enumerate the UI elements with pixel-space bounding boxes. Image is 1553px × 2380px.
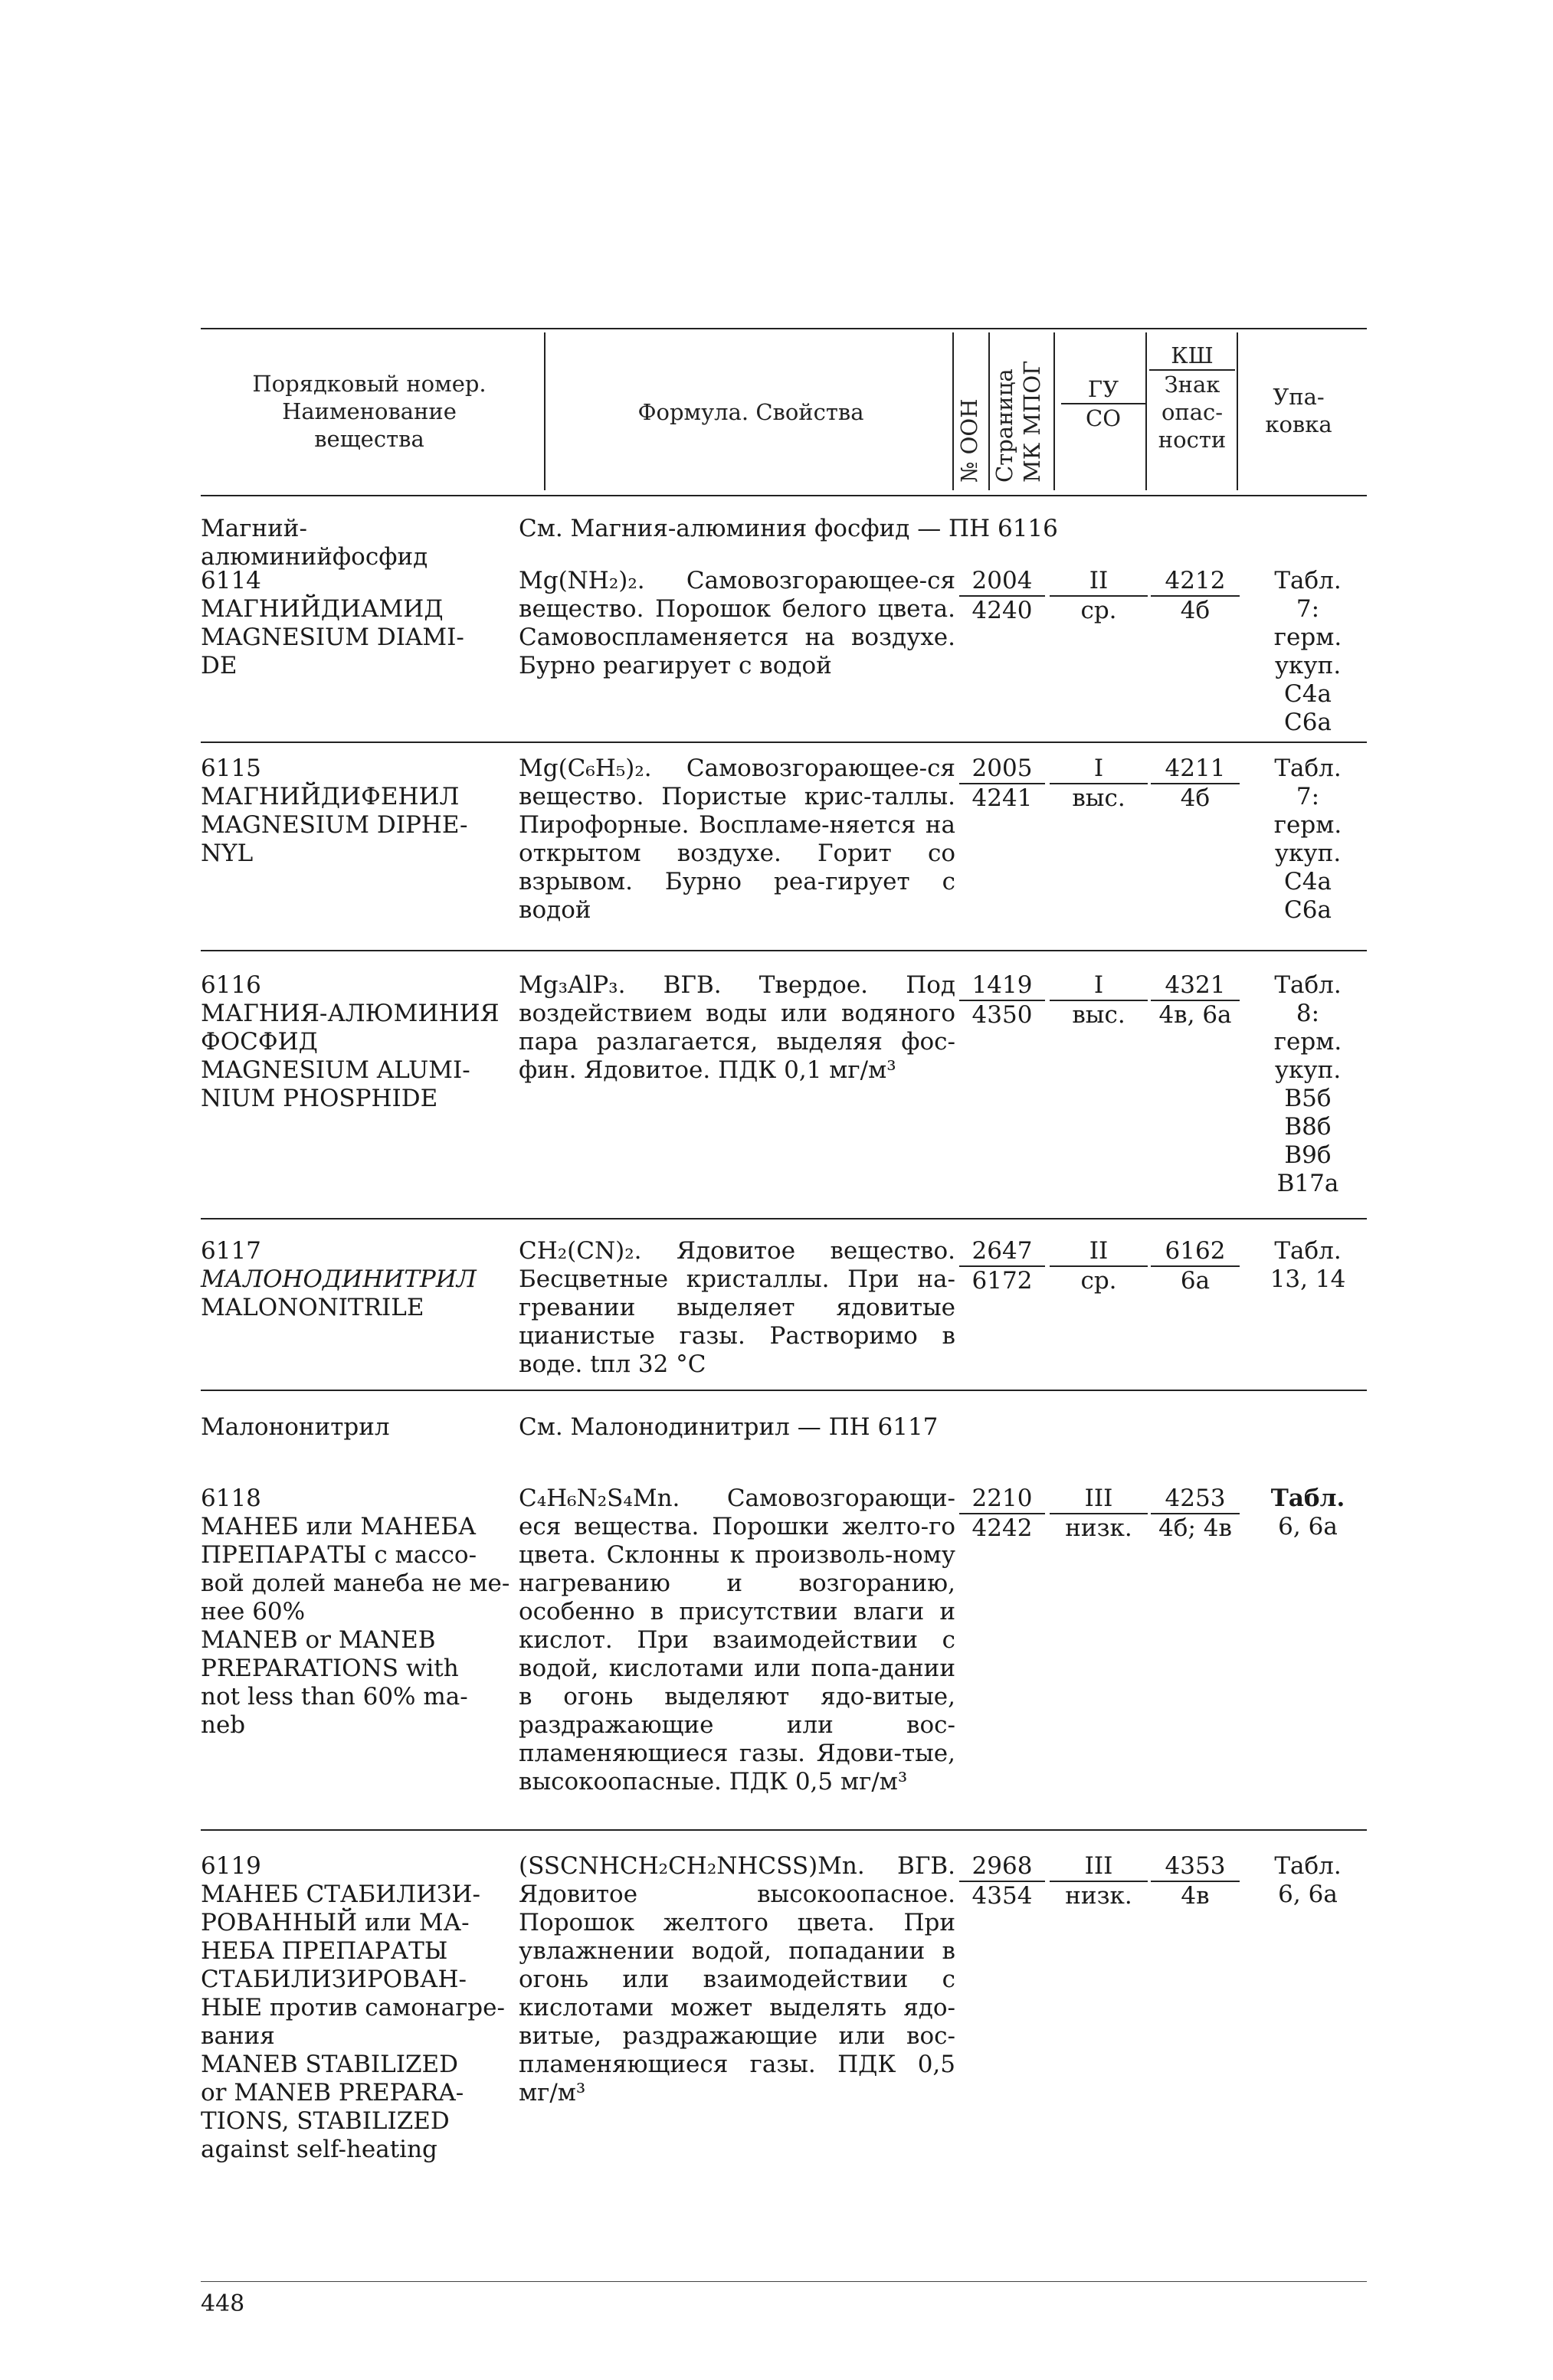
header-col-pack — [1241, 383, 1356, 438]
ksh-value: 4212 — [1151, 567, 1240, 597]
header-props-label: Формула. Свойства — [637, 399, 864, 425]
substance-properties: Mg(C₆H₅)₂. Самовозгорающее-ся вещество. Пористые крис-таллы. Пирофорные. Воспламе-няется на открытом воздухе. Горит со взрывом. Бурно реа-гирует с водой — [519, 755, 955, 924]
so-value: выс. — [1072, 784, 1125, 812]
header-top-rule — [201, 328, 1367, 329]
header-name-line: Наименование — [282, 398, 457, 424]
un-number-value: 2005 — [959, 755, 1045, 784]
packaging — [1252, 1485, 1364, 1541]
table-row — [201, 1237, 1367, 1378]
header-col-ksh — [1149, 342, 1235, 453]
name-line: NYL — [201, 840, 254, 867]
pack-line: В9б — [1284, 1141, 1332, 1169]
un-number — [959, 1852, 1045, 1910]
header-divider — [952, 332, 954, 490]
gu-value: I — [1050, 971, 1148, 1001]
name-line: МАГНИЙДИАМИД — [201, 595, 444, 623]
un-number-value: 2210 — [959, 1485, 1045, 1514]
substance-properties: CH₂(CN)₂. Ядовитое вещество. Бесцветные кристаллы. При на-гревании выделяет ядовитые цианистые газы. Растворимо в воде. tпл 32 °С — [519, 1237, 955, 1378]
header-divider — [1237, 332, 1238, 490]
header-col-name — [201, 370, 538, 453]
name-line: ПРЕПАРАТЫ с массо- — [201, 1541, 477, 1569]
so-value: выс. — [1072, 1001, 1125, 1029]
ksh-value: 4321 — [1151, 971, 1240, 1001]
row-separator — [201, 1218, 1367, 1219]
page-number-value: 4350 — [971, 1001, 1033, 1029]
packing-group — [1050, 1237, 1148, 1295]
hazard-code — [1151, 1485, 1240, 1543]
name-line: МАНЕБ или МАНЕБА — [201, 1513, 477, 1540]
pack-line: Табл. — [1274, 1852, 1342, 1880]
un-number — [959, 1237, 1045, 1295]
header-col-page-1: Страница — [991, 368, 1017, 483]
row-separator — [201, 1390, 1367, 1391]
name-line: РОВАННЫЙ или МА- — [201, 1909, 470, 1936]
name-line: 6115 — [201, 755, 261, 782]
page-number-value: 6172 — [971, 1267, 1033, 1295]
name-line: or MANEB PREPARA- — [201, 2079, 464, 2107]
ksh-value: 6162 — [1151, 1237, 1240, 1267]
pack-line: герм. — [1273, 624, 1342, 651]
gu-value: III — [1050, 1485, 1148, 1514]
ksh-value: 4353 — [1151, 1852, 1240, 1882]
header-znak-line: ности — [1158, 427, 1227, 453]
danger-sign-value: 4б — [1180, 597, 1211, 624]
hazard-code — [1151, 1237, 1240, 1295]
un-number-value: 1419 — [959, 971, 1045, 1001]
pack-line: Табл. — [1270, 1485, 1345, 1512]
ksh-value: 4253 — [1151, 1485, 1240, 1514]
name-line: вания — [201, 2022, 275, 2050]
so-value: ср. — [1080, 1267, 1117, 1295]
pack-line: С6а — [1284, 896, 1332, 924]
name-line: 6119 — [201, 1852, 261, 1880]
substance-properties: Mg₃AlP₃. ВГВ. Твердое. Под воздействием воды или водяного пара разлагается, выделяя фос-фин. Ядовитое. ПДК 0,1 мг/м³ — [519, 971, 955, 1084]
pack-line: 7: — [1296, 595, 1320, 623]
hazard-code — [1151, 567, 1240, 625]
packaging — [1252, 1237, 1364, 1294]
un-number — [959, 755, 1045, 813]
reference-name: Магний-алюминийфосфид — [201, 515, 428, 571]
table-row — [201, 567, 1367, 739]
danger-sign-value: 4б; 4в — [1158, 1514, 1232, 1542]
header-so-label: СО — [1086, 405, 1121, 431]
gu-value: II — [1050, 1237, 1148, 1267]
so-value: низк. — [1065, 1514, 1132, 1542]
name-line: 6118 — [201, 1485, 261, 1512]
name-line: against self-heating — [201, 2136, 437, 2163]
pack-line: укуп. — [1274, 1056, 1342, 1084]
pack-line: С4а — [1284, 680, 1332, 708]
un-number — [959, 971, 1045, 1030]
pack-line: В17а — [1276, 1170, 1339, 1197]
name-line: НЕБА ПРЕПАРАТЫ — [201, 1937, 448, 1965]
un-number-value: 2004 — [959, 567, 1045, 597]
gu-value: III — [1050, 1852, 1148, 1882]
pack-line: 7: — [1296, 783, 1320, 810]
header-gu-label: ГУ — [1061, 375, 1145, 404]
name-line: MAGNESIUM DIAMI- — [201, 624, 464, 651]
pack-line: Табл. — [1274, 755, 1342, 782]
name-line: DE — [201, 652, 238, 679]
pack-line: 6, 6а — [1278, 1513, 1338, 1540]
name-line: МАЛОНОДИНИТРИЛ — [201, 1265, 477, 1293]
ksh-value: 4211 — [1151, 755, 1240, 784]
header-col-page-2: МК МПОГ — [1019, 360, 1045, 483]
un-number — [959, 567, 1045, 625]
substance-name — [201, 1852, 515, 2164]
pack-line: Табл. — [1274, 971, 1342, 999]
danger-sign-value: 4в, 6а — [1158, 1001, 1232, 1029]
hazard-code — [1151, 755, 1240, 813]
page-number-value: 4242 — [971, 1514, 1033, 1542]
reference-name: Малононитрил — [201, 1413, 390, 1441]
name-line: neb — [201, 1711, 246, 1739]
name-line: MAGNESIUM DIPHE- — [201, 811, 468, 839]
name-line: not less than 60% ma- — [201, 1683, 468, 1711]
header-col-props — [552, 398, 950, 426]
name-line: вой долей манеба не ме- — [201, 1570, 510, 1597]
un-number-value: 2968 — [959, 1852, 1045, 1882]
name-line: MALONONITRILE — [201, 1294, 424, 1321]
pack-line: герм. — [1273, 811, 1342, 839]
name-line: PREPARATIONS with — [201, 1655, 459, 1682]
name-line: TIONS, STABILIZED — [201, 2107, 450, 2135]
un-number — [959, 1485, 1045, 1543]
header-bottom-rule — [201, 495, 1367, 496]
table-row — [201, 971, 1367, 1216]
hazard-code — [1151, 971, 1240, 1030]
gu-value: II — [1050, 567, 1148, 597]
packing-group — [1050, 1852, 1148, 1910]
un-number-value: 2647 — [959, 1237, 1045, 1267]
header-divider — [544, 332, 546, 490]
packaging — [1252, 971, 1364, 1198]
packaging — [1252, 1852, 1364, 1909]
name-line: нее 60% — [201, 1598, 306, 1625]
pack-line: 6, 6а — [1278, 1881, 1338, 1908]
pack-line: В5б — [1284, 1085, 1332, 1112]
name-line: NIUM PHOSPHIDE — [201, 1085, 438, 1112]
page-number-value: 4241 — [971, 784, 1033, 812]
table-row — [201, 1852, 1367, 2174]
substance-name — [201, 1237, 515, 1322]
reference-text: См. Малонодинитрил — ПН 6117 — [519, 1413, 939, 1441]
name-line: MANEB STABILIZED — [201, 2051, 459, 2078]
name-line: MAGNESIUM ALUMI- — [201, 1056, 470, 1084]
header-znak-line: опас- — [1161, 399, 1224, 425]
header-divider — [1053, 332, 1055, 490]
packaging — [1252, 567, 1364, 737]
pack-line: герм. — [1273, 1028, 1342, 1056]
table-row — [201, 755, 1367, 938]
pack-line: Табл. — [1274, 567, 1342, 594]
name-line: МАНЕБ СТАБИЛИЗИ- — [201, 1881, 480, 1908]
row-separator — [201, 741, 1367, 743]
substance-name — [201, 567, 515, 680]
packing-group — [1050, 755, 1148, 813]
packing-group — [1050, 971, 1148, 1030]
row-separator — [201, 950, 1367, 951]
table-row — [201, 1485, 1367, 1822]
substance-properties: C₄H₆N₂S₄Mn. Самовозгорающи-еся вещества. Порошки желто-го цвета. Склонны к произволь-ному нагреванию и возгоранию, особенно в присутствии влаги и кислот. При взаимодействии с водой, кислотами или попа-дании в огонь выделяют ядо-витые, раздражающие или вос-пламеняющиеся газы. Ядови-тые, высокоопасные. ПДК 0,5 мг/м³ — [519, 1485, 955, 1796]
pack-line: 13, 14 — [1270, 1265, 1346, 1293]
name-line: 6116 — [201, 971, 261, 999]
pack-line: С6а — [1284, 709, 1332, 736]
name-line: ФОСФИД — [201, 1028, 318, 1056]
substance-name — [201, 971, 515, 1113]
name-line: MANEB or MANEB — [201, 1626, 436, 1654]
reference-text: См. Магния-алюминия фосфид — ПН 6116 — [519, 515, 1058, 542]
name-line: СТАБИЛИЗИРОВАН- — [201, 1966, 467, 1993]
hazard-code — [1151, 1852, 1240, 1910]
header-divider — [1145, 332, 1147, 490]
pack-line: укуп. — [1274, 652, 1342, 679]
page-number-value: 4240 — [971, 597, 1033, 624]
gu-value: I — [1050, 755, 1148, 784]
substance-properties: Mg(NH₂)₂. Самовозгорающее-ся вещество. Порошок белого цвета. Самовоспламеняется на воздухе. Бурно реагирует с водой — [519, 567, 955, 679]
so-value: низк. — [1065, 1882, 1132, 1910]
so-value: ср. — [1080, 597, 1117, 624]
name-line: МАГНИЯ-АЛЮМИНИЯ — [201, 1000, 500, 1027]
packing-group — [1050, 1485, 1148, 1543]
header-col-oon: № ООН — [956, 398, 982, 483]
page-number-value: 4354 — [971, 1882, 1033, 1910]
row-separator — [201, 1829, 1367, 1831]
danger-sign-value: 6а — [1180, 1267, 1211, 1295]
header-pack-line: Упа- — [1273, 384, 1325, 410]
pack-line: С4а — [1284, 868, 1332, 895]
substance-properties: (SSCNHCH₂CH₂NHCSS)Mn. ВГВ. Ядовитое высокоопасное. Порошок желтого цвета. При увлажнении водой, попадании в огонь или взаимодействии с кислотами может выделять ядо-витые, раздражающие или вос-пламеняющиеся газы. ПДК 0,5 мг/м³ — [519, 1852, 955, 2107]
name-line: 6114 — [201, 567, 261, 594]
footer-rule — [201, 2281, 1367, 2282]
pack-line: Табл. — [1274, 1237, 1342, 1265]
header-pack-line: ковка — [1265, 411, 1332, 437]
pack-line: В8б — [1284, 1113, 1332, 1141]
name-line: 6117 — [201, 1237, 261, 1265]
page-number: 448 — [201, 2290, 245, 2317]
packaging — [1252, 755, 1364, 925]
header-znak-line: Знак — [1164, 372, 1220, 398]
header-name-line: вещества — [314, 426, 424, 452]
pack-line: 8: — [1296, 1000, 1320, 1027]
header-name-line: Порядковый номер. — [252, 371, 487, 397]
danger-sign-value: 4в — [1181, 1882, 1210, 1910]
substance-name — [201, 755, 515, 868]
danger-sign-value: 4б — [1180, 784, 1211, 812]
packing-group — [1050, 567, 1148, 625]
substance-name — [201, 1485, 515, 1740]
header-divider — [988, 332, 990, 490]
name-line: НЫЕ против самонагре- — [201, 1994, 505, 2022]
pack-line: укуп. — [1274, 840, 1342, 867]
header-ksh-label: КШ — [1149, 342, 1235, 371]
header-col-gu — [1061, 375, 1145, 432]
name-line: МАГНИЙДИФЕНИЛ — [201, 783, 460, 810]
